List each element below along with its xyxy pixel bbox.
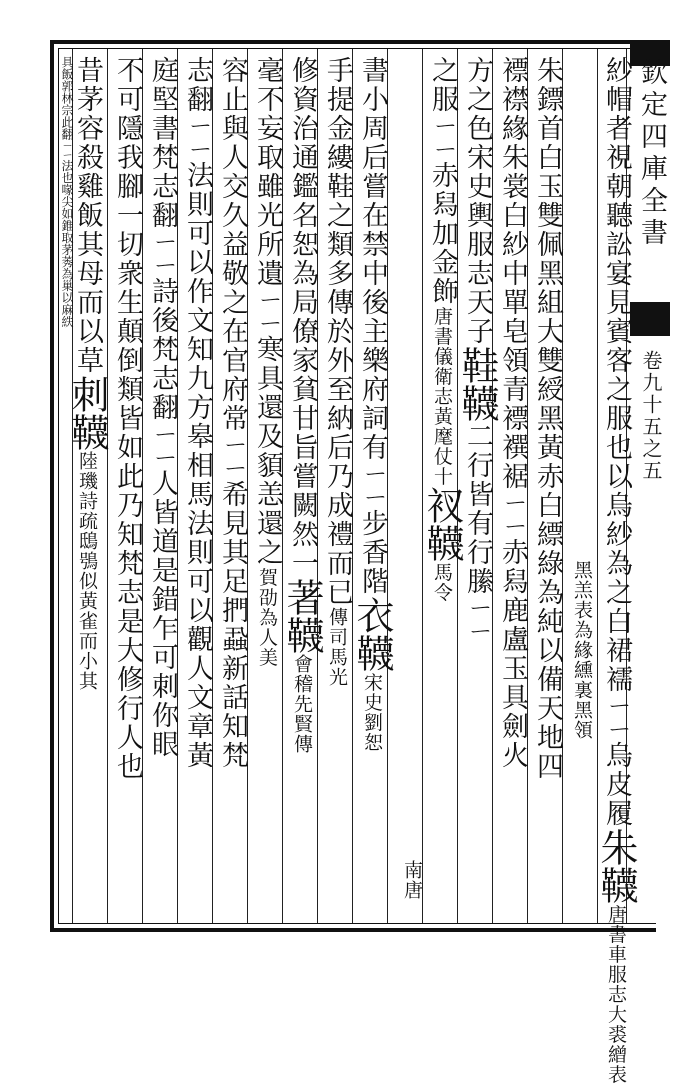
annotation-text: 喙尖如錐取茅莠為巢以麻紩 <box>60 183 74 328</box>
column-text: 朱鏢首白玉雙佩黑組大雙綬黑黃赤白縹綠為純以備天地四 <box>532 56 563 781</box>
text-column-15 <box>107 56 147 920</box>
column-text: 書小周后嘗在禁中後主樂府詞有ㄧㄧ步香階 <box>357 56 388 597</box>
column-text: 修資治通鑑名恕為局僚家貧甘旨嘗闕然一 <box>287 56 318 578</box>
annotation-text: 賀劭為人美 <box>256 567 278 668</box>
headword: 衣 <box>350 596 394 635</box>
text-column-9 <box>317 56 357 920</box>
text-column-4 <box>492 56 532 920</box>
headword: 朱 <box>594 828 638 867</box>
column-text: 具飯郭林宗此翻ㄧㄧ法也 <box>60 56 74 184</box>
text-column-14 <box>142 56 182 920</box>
column-text: 手提金縷鞋之類多傳於外至納后乃成禮而已 <box>322 56 353 607</box>
text-column-2 <box>562 560 602 920</box>
column-text: 二行皆有行縢ㄧㄧ <box>462 422 493 644</box>
margin-juan-number: 卷九十五之五 <box>639 350 663 482</box>
text-column-12 <box>212 56 252 920</box>
text-column-3 <box>527 56 567 920</box>
annotation-text: 陸璣詩疏鴟鴞似黃雀而小其 <box>76 451 98 691</box>
margin-fishtail <box>630 302 670 336</box>
margin-book-title: 欽定四庫全書 <box>636 58 667 250</box>
text-column-13 <box>177 56 217 920</box>
column-text: 紗帽者視朝聽訟宴見賓客之服也 <box>601 56 632 462</box>
column-text: 容止與人交久益敬之在官府常ㄧㄧ希見其足捫蝨新話知梵 <box>217 56 248 771</box>
annotation-text: 南唐 <box>401 860 423 900</box>
headword: 鞋 <box>455 346 499 384</box>
headword: 韈 <box>350 634 394 673</box>
column-text: 方之色宋史輿服志天子 <box>462 56 493 346</box>
headword: 韈 <box>594 866 638 905</box>
headword: 刺 <box>65 375 109 413</box>
annotation-text: 馬令 <box>431 562 453 603</box>
headword: 衩 <box>420 486 464 525</box>
column-text: 庭堅書梵志翻ㄧㄧ詩後梵志翻ㄧㄧ人皆道是錯乍可刺你眼 <box>147 56 178 760</box>
annotation-text: 唐書儀衛志黃麾仗十 <box>431 306 453 487</box>
annotation-text: 唐書車服志大裘繒表 <box>605 904 627 1084</box>
headword: 韈 <box>420 524 464 563</box>
column-text: 以烏紗為之白裙襦ㄧㄧ烏皮履 <box>601 462 632 829</box>
text-column-6 <box>422 56 462 920</box>
text-column-17 <box>60 56 74 920</box>
annotation-text: 會稽先賢傳 <box>291 654 313 754</box>
annotation-text: 黑羔表為緣纁裏黑領 <box>571 560 593 740</box>
column-text: 不可隱我腳一切衆生顛倒類皆如此乃知梵志是大修行人也 <box>112 56 143 781</box>
headword: 韈 <box>280 616 324 654</box>
column-text: 昔茅容殺雞飯其母而以草 <box>72 56 103 375</box>
column-text: 志翻ㄧㄧ法則可以作文知九方皋相馬法則可以觀人文章黃 <box>182 56 213 771</box>
text-column-7 <box>392 860 432 920</box>
column-text: 之服ㄧㄧ赤舄加金飾 <box>427 56 458 307</box>
text-column-10 <box>282 56 322 920</box>
headword: 韈 <box>455 384 499 422</box>
annotation-text: 傳司馬光 <box>326 607 348 687</box>
headword: 著 <box>280 578 324 616</box>
column-text: 褾襟緣朱裳白紗中單皂領青褾襈裾ㄧㄧ赤舄鹿盧玉具劍火 <box>497 56 528 771</box>
column-text: 毫不妄取雖光所遺ㄧㄧ寒具還及䫉恙還之 <box>252 56 283 568</box>
text-column-8 <box>352 56 392 920</box>
text-column-1 <box>594 56 638 1084</box>
annotation-text: 宋史劉恕 <box>361 672 383 753</box>
text-column-11 <box>247 56 287 920</box>
headword: 韈 <box>65 413 109 451</box>
